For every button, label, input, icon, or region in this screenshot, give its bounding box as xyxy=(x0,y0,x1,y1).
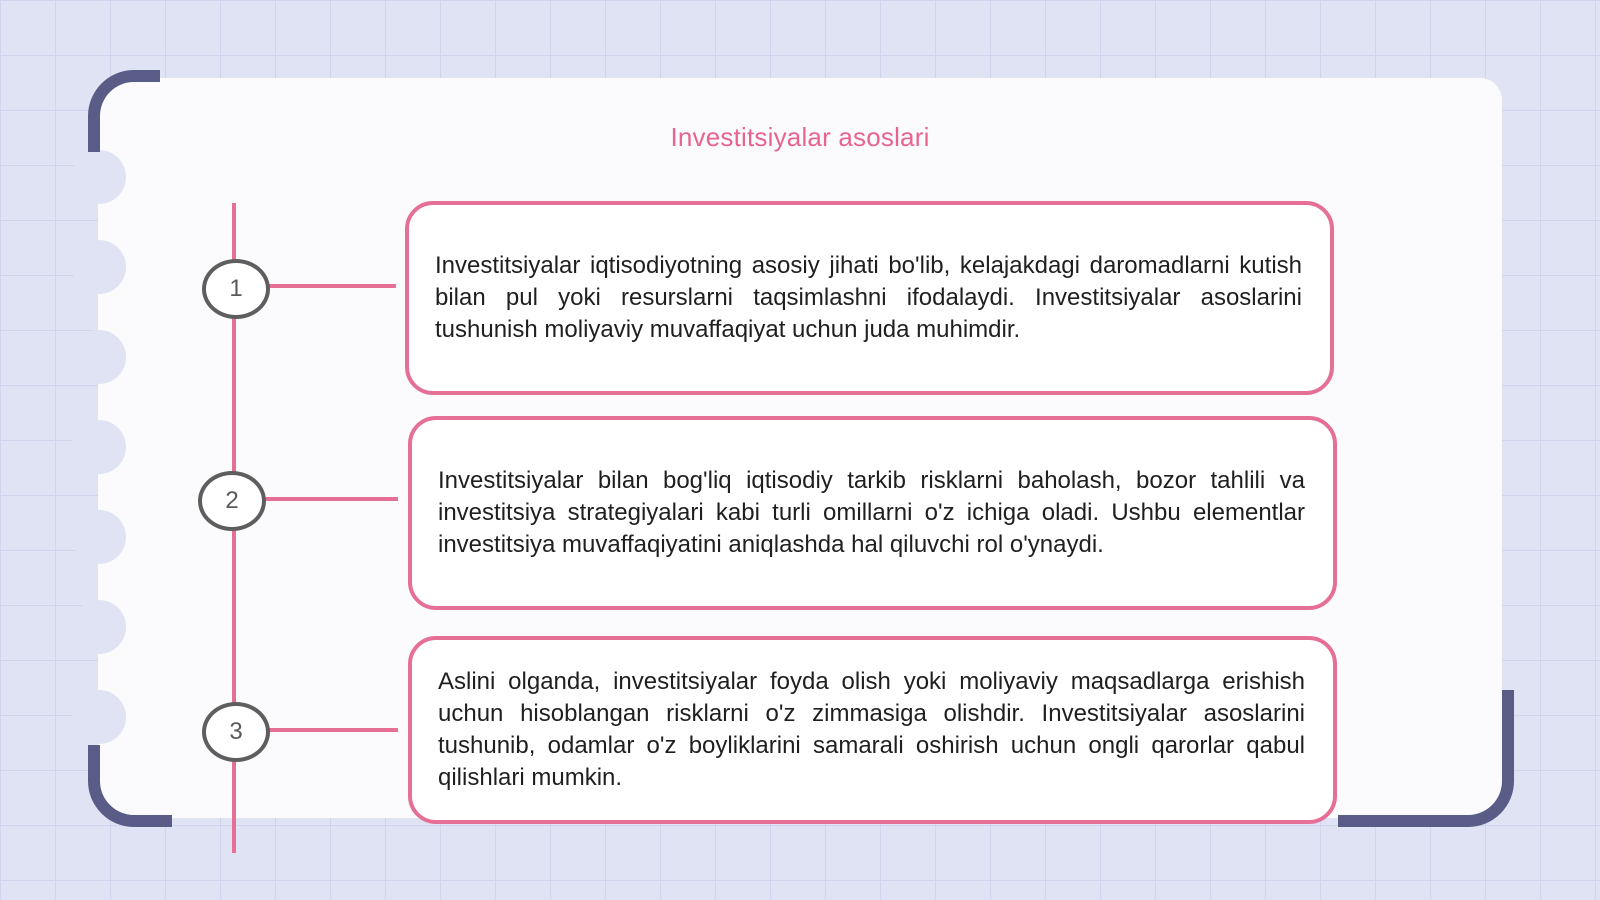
timeline-connector xyxy=(266,728,398,732)
sheet-scallop xyxy=(72,240,126,294)
timeline-card xyxy=(408,416,1337,610)
corner-bracket-bottom-left xyxy=(88,745,172,827)
sheet-scallop xyxy=(72,330,126,384)
step-number-badge: 3 xyxy=(202,702,270,762)
sheet-scallop xyxy=(72,600,126,654)
page-title: Investitsiyalar asoslari xyxy=(670,122,930,152)
card-text: Investitsiyalar bilan bog'liq iqtisodiy tarkib risklarni baholash, bozor tahlili va investitsiya strategiyalari kabi turli omillarni o'z ichiga oladi. Ushbu elementlar investitsiya muvaffaqiyatini aniqlashda hal qiluvchi rol o'ynaydi. xyxy=(438,467,1305,558)
timeline-connector xyxy=(264,497,398,501)
timeline-card xyxy=(405,201,1334,395)
timeline-card xyxy=(408,636,1337,824)
timeline-connector xyxy=(266,284,396,288)
sheet-scallop xyxy=(72,510,126,564)
card-text: Aslini olganda, investitsiyalar foyda olish yoki moliyaviy maqsadlarga erishish uchun hisoblangan risklarni o'z zimmasiga olishdir. Investitsiyalar asoslarini tushunib, odamlar o'z boyliklarini samarali oshirish uchun ongli qarorlar qabul qilishlari mumkin. xyxy=(438,668,1305,791)
corner-bracket-bottom-right xyxy=(1338,690,1514,827)
card-text: Investitsiyalar iqtisodiyotning asosiy jihati bo'lib, kelajakdagi daromadlarni kutish bilan pul yoki resurslarni taqsimlashni ifodalaydi. Investitsiyalar asoslarini tushunish moliyaviy muvaffaqiyat uchun juda muhimdir. xyxy=(435,252,1302,343)
sheet-scallop xyxy=(72,150,126,204)
step-number-badge: 2 xyxy=(198,471,266,531)
sheet-scallop xyxy=(72,690,126,744)
sheet-scallop xyxy=(72,420,126,474)
step-number-badge: 1 xyxy=(202,259,270,319)
